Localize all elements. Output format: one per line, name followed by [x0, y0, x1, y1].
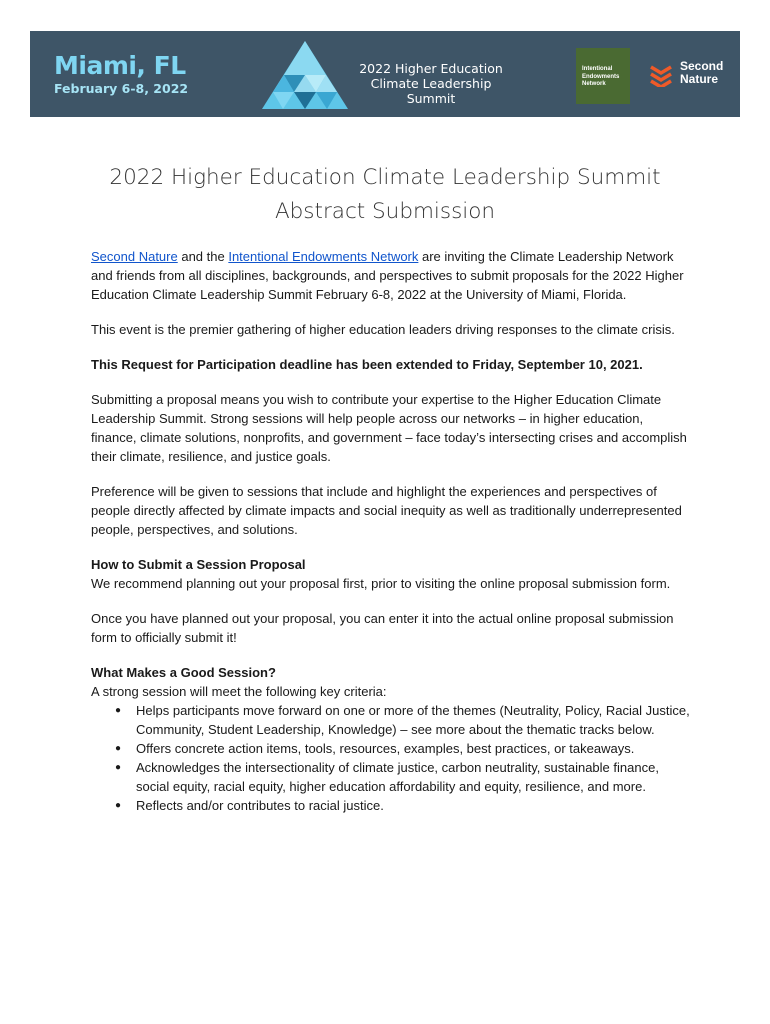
- submitting-paragraph: Submitting a proposal means you wish to contribute your expertise to the Higher Education Climate Leadership Summit. Strong sessions will help people across our networks – in higher education, finance, climate solutions, nonprofits, and government – face today’s intersecting crises and accomplish their climate, resilience, and justice goals.: [91, 392, 687, 464]
- how-to-text: We recommend planning out your proposal first, prior to visiting the online proposal submission form.: [91, 576, 671, 591]
- mountain-logo-icon: [260, 39, 350, 109]
- sn-line2: Nature: [680, 72, 719, 86]
- list-item: ● Reflects and/or contributes to racial justice.: [136, 796, 691, 815]
- banner-city: Miami, FL: [54, 51, 186, 80]
- summit-banner: [30, 31, 740, 117]
- ien-logo-line1: Intentional: [582, 66, 613, 72]
- how-to-heading: How to Submit a Session Proposal: [91, 557, 306, 572]
- ien-logo: [576, 48, 630, 104]
- document-body: [91, 247, 691, 815]
- ien-logo-line2: Endowments: [582, 73, 620, 80]
- list-item: ● Offers concrete action items, tools, resources, examples, best practices, or takeaways.: [136, 739, 691, 758]
- banner-summit-name: [346, 61, 516, 106]
- list-item: ● Helps participants move forward on one or more of the themes (Neutrality, Policy, Racial Justice, Community, Student Leadership, Knowledge) – see more about the thematic tracks below.: [136, 701, 691, 739]
- intro-rest: are inviting the Climate Leadership Network and friends from all disciplines, backgrounds, and perspectives to submit proposals for the 2022 Higher Education Climate Leadership Summit February 6-8, 2022 at the University of Miami, Florida.: [91, 249, 684, 302]
- page-title: [0, 161, 770, 229]
- banner-summit-line1: 2022 Higher Education: [359, 61, 503, 76]
- ien-link[interactable]: Intentional Endowments Network: [228, 249, 419, 264]
- sn-line1: Second: [680, 59, 724, 73]
- criteria-list: [91, 701, 691, 815]
- banner-dates: February 6-8, 2022: [54, 81, 189, 96]
- deadline-notice: This Request for Participation deadline has been extended to Friday, September 10, 2021.: [91, 357, 643, 372]
- banner-summit-line2: Climate Leadership Summit: [370, 76, 492, 106]
- intro-mid: and the: [177, 249, 229, 264]
- title-line1: 2022 Higher Education Climate Leadership Summit: [109, 165, 661, 190]
- event-paragraph: This event is the premier gathering of higher education leaders driving responses to the climate crisis.: [91, 322, 675, 337]
- how-to-text2: Once you have planned out your proposal, you can enter it into the actual online proposal submission form to officially submit it!: [91, 611, 674, 645]
- second-nature-logo-icon: [648, 61, 674, 87]
- intro-paragraph: [91, 247, 691, 304]
- good-session-intro: A strong session will meet the following key criteria:: [91, 684, 387, 699]
- preference-paragraph: Preference will be given to sessions that include and highlight the experiences and perspectives of people directly affected by climate impacts and social inequity as well as traditionally underrepresented people, perspectives, and solutions.: [91, 484, 682, 537]
- ien-logo-line3: Network: [582, 81, 606, 87]
- title-line2: Abstract Submission: [274, 199, 496, 224]
- list-item: ● Acknowledges the intersectionality of climate justice, carbon neutrality, sustainable finance, social equity, racial equity, higher education affordability and equity, resilience, and more.: [136, 758, 691, 796]
- second-nature-link[interactable]: Second Nature: [91, 249, 178, 264]
- second-nature-logo-text: [680, 60, 723, 86]
- good-session-heading: What Makes a Good Session?: [91, 665, 276, 680]
